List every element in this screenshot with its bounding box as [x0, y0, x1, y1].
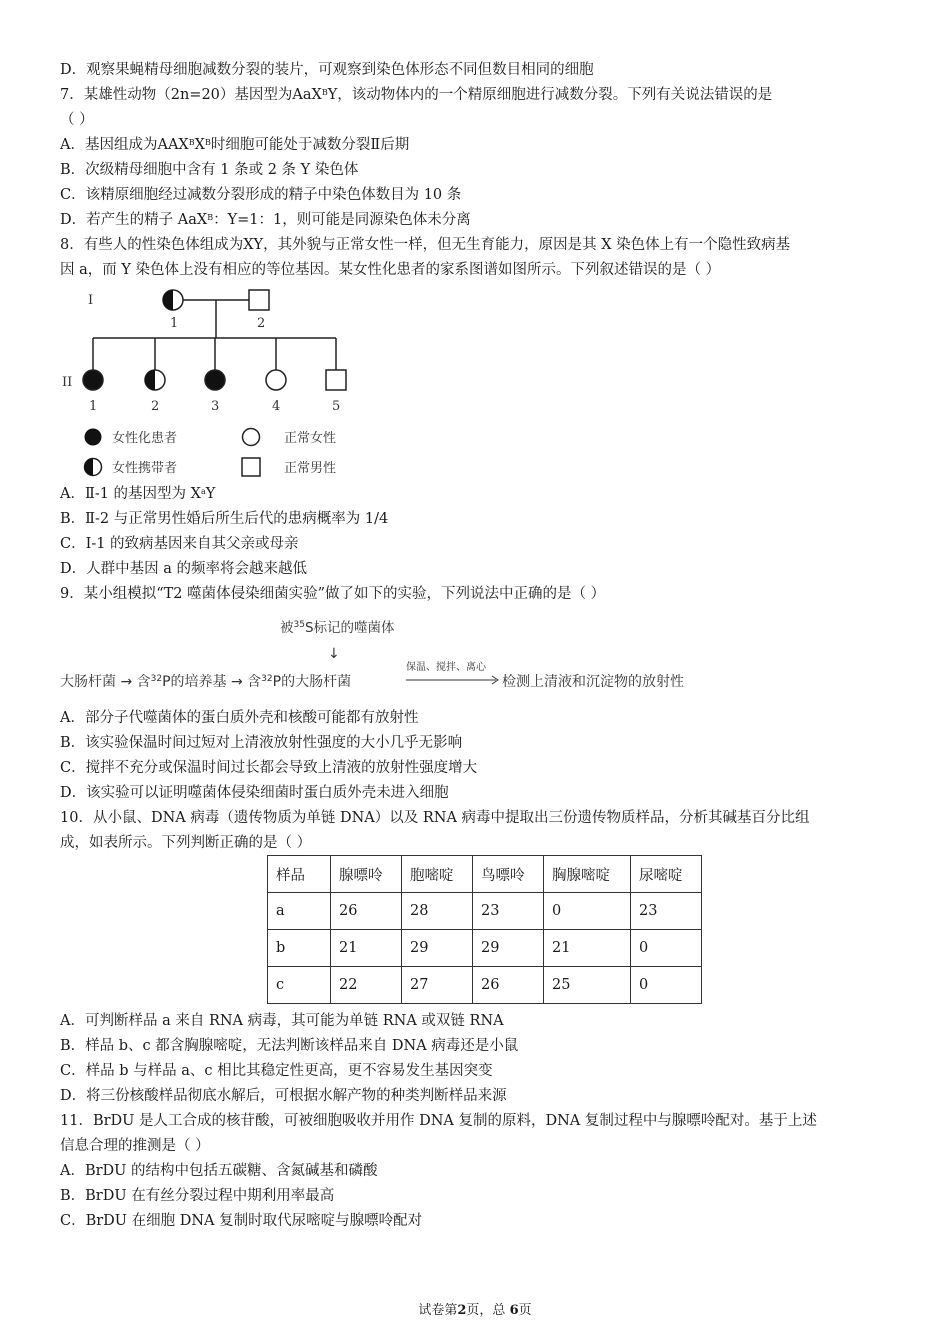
q7-answer-paren: （ ） [60, 112, 94, 128]
label-II-3: 3 [211, 399, 220, 414]
label-II-5: 5 [332, 399, 341, 414]
table-row [268, 967, 702, 1004]
legend-carrier-female-icon [85, 459, 102, 476]
table-cell: 21 [331, 930, 402, 967]
q9-option-d: D．该实验可以证明噬菌体侵染细菌时蛋白质外壳未进入细胞 [60, 785, 449, 801]
q8-option-a: A．Ⅱ-1 的基因型为 $X^aY$ [60, 486, 216, 502]
q11-stem-line1: 11．BrDU 是人工合成的核苷酸，可被细胞吸收并用作 DNA 复制的原料，DNA 复制过程中与腺嘌呤配对。基于上述 [60, 1113, 817, 1129]
q10-stem-line1: 10．从小鼠、DNA 病毒（遗传物质为单链 DNA）以及 RNA 病毒中提取出三份遗传物质样品，分析其碱基百分比组 [60, 810, 810, 826]
q8-option-c: C．I-1 的致病基因来自其父亲或母亲 [60, 536, 299, 552]
generation-1-label: I [88, 293, 94, 308]
table-cell: 25 [544, 967, 631, 1004]
legend-carrier-female: 女性携带者 [112, 461, 178, 476]
individual-II-2 [145, 370, 165, 390]
q11-option-b: B．BrDU 在有丝分裂过程中期利用率最高 [60, 1188, 335, 1204]
individual-II-4 [266, 370, 286, 390]
table-cell: 0 [544, 893, 631, 930]
q8-option-b: B．Ⅱ-2 与正常男性婚后所生后代的患病概率为 1/4 [60, 511, 389, 527]
legend-normal-male: 正常男性 [284, 461, 337, 476]
table-header: 胸腺嘧啶 [544, 856, 631, 893]
individual-II-3 [205, 370, 225, 390]
table-cell: 21 [544, 930, 631, 967]
table-header-row [268, 856, 702, 893]
flow-step-detect: 检测上清液和沉淀物的放射性 [502, 674, 684, 690]
q10-option-a: A．可判断样品 a 来自 RNA 病毒，其可能为单链 RNA 或双链 RNA [60, 1013, 504, 1029]
q7-option-b: B．次级精母细胞中含有 1 条或 2 条 Y 染色体 [60, 162, 359, 178]
legend-normal-female: 正常女性 [284, 431, 337, 446]
q10-option-c: C．样品 b 与样品 a、c 相比其稳定性更高，更不容易发生基因突变 [60, 1063, 493, 1079]
total-pages: 6 [509, 1303, 519, 1318]
q10-option-d: D．将三份核酸样品彻底水解后，可根据水解产物的种类判断样品来源 [60, 1088, 507, 1104]
q11-option-a: A．BrDU 的结构中包括五碳糖、含氮碱基和磷酸 [60, 1163, 378, 1179]
page-number: 2 [457, 1303, 467, 1318]
q7-option-a: A．基因组成为$AAX^BX^B$时细胞可能处于减数分裂Ⅱ后期 [60, 137, 410, 153]
table-cell: 29 [402, 930, 473, 967]
q7-option-c: C．该精原细胞经过减数分裂形成的精子中染色体数目为 10 条 [60, 187, 462, 203]
q9-option-b: B．该实验保温时间过短对上清液放射性强度的大小几乎无影响 [60, 735, 463, 751]
table-cell: 0 [631, 967, 702, 1004]
table-header: 样品 [268, 856, 331, 893]
table-cell: 29 [473, 930, 544, 967]
table-cell: 28 [402, 893, 473, 930]
table-cell: 26 [473, 967, 544, 1004]
q9-stem: 9．某小组模拟“T2 噬菌体侵染细菌实验”做了如下的实验，下列说法中正确的是（ ） [60, 586, 606, 602]
label-I-2: 2 [257, 316, 266, 331]
legend-affected-female: 女性化患者 [112, 431, 178, 446]
q6-option-d: D．观察果蝇精母细胞减数分裂的装片，可观察到染色体形态不同但数目相同的细胞 [60, 62, 594, 78]
legend-normal-male-icon [242, 458, 260, 476]
table-row [268, 893, 702, 930]
q9-option-c: C．搅拌不充分或保温时间过长都会导致上清液的放射性强度增大 [60, 760, 478, 776]
individual-I-2 [249, 290, 269, 310]
table-header: 腺嘌呤 [331, 856, 402, 893]
table-header: 鸟嘌呤 [473, 856, 544, 893]
phage-experiment-flow [60, 614, 740, 698]
table-row [268, 930, 702, 967]
table-header: 胞嘧啶 [402, 856, 473, 893]
flow-arrow-label: 保温、搅拌、离心 [406, 662, 486, 673]
individual-II-5 [326, 370, 346, 390]
q10-option-b: B．样品 b、c 都含胸腺嘧啶，无法判断该样品来自 DNA 病毒还是小鼠 [60, 1038, 519, 1054]
q10-stem-line2: 成，如表所示。下列判断正确的是（ ） [60, 835, 312, 851]
table-cell: 0 [631, 930, 702, 967]
legend-affected-female-icon [85, 429, 102, 446]
label-II-4: 4 [272, 399, 281, 414]
table-cell: c [268, 967, 331, 1004]
q11-stem-line2: 信息合理的推测是（ ） [60, 1138, 210, 1154]
individual-I-1 [163, 290, 183, 310]
page-footer: 试卷第2页，总 6页 [418, 1303, 532, 1318]
flow-step1: 大肠杆菌 → 含$^{32}$P的培养基 → 含$^{32}$P的大肠杆菌 [60, 674, 352, 690]
table-cell: a [268, 893, 331, 930]
label-II-2: 2 [151, 399, 160, 414]
q8-option-d: D．人群中基因 a 的频率将会越来越低 [60, 561, 307, 577]
q9-option-a: A．部分子代噬菌体的蛋白质外壳和核酸可能都有放射性 [60, 710, 419, 726]
individual-II-1 [83, 370, 103, 390]
legend-normal-female-icon [243, 429, 260, 446]
table-cell: b [268, 930, 331, 967]
q7-option-d: D．若产生的精子 AaX$^B$：Y=1：1，则可能是同源染色体未分离 [60, 212, 471, 228]
label-I-1: 1 [170, 316, 179, 331]
arrow-down: ↓ [328, 646, 340, 662]
table-cell: 22 [331, 967, 402, 1004]
q8-stem-line1: 8．有些人的性染色体组成为XY，其外貌与正常女性一样，但无生育能力，原因是其 X 染色体上有一个隐性致病基 [60, 237, 791, 253]
base-composition-table [267, 855, 702, 1004]
q8-stem-line2: 因 a，而 Y 染色体上没有相应的等位基因。某女性化患者的家系图谱如图所示。下列叙述错误的是（ ） [60, 262, 721, 278]
pedigree-diagram [60, 282, 400, 482]
table-cell: 23 [631, 893, 702, 930]
table-cell: 26 [331, 893, 402, 930]
label-II-1: 1 [89, 399, 98, 414]
flow-top-label: 被$^{35}$S标记的噬菌体 [280, 620, 395, 636]
table-cell: 27 [402, 967, 473, 1004]
q11-option-c: C．BrDU 在细胞 DNA 复制时取代尿嘧啶与腺嘌呤配对 [60, 1213, 423, 1229]
q7-stem: 7．某雄性动物（2n=20）基因型为AaX$^B$Y，该动物体内的一个精原细胞进行减数分裂。下列有关说法错误的是 [60, 87, 773, 103]
table-header: 尿嘧啶 [631, 856, 702, 893]
table-cell: 23 [473, 893, 544, 930]
generation-2-label: II [62, 375, 73, 390]
